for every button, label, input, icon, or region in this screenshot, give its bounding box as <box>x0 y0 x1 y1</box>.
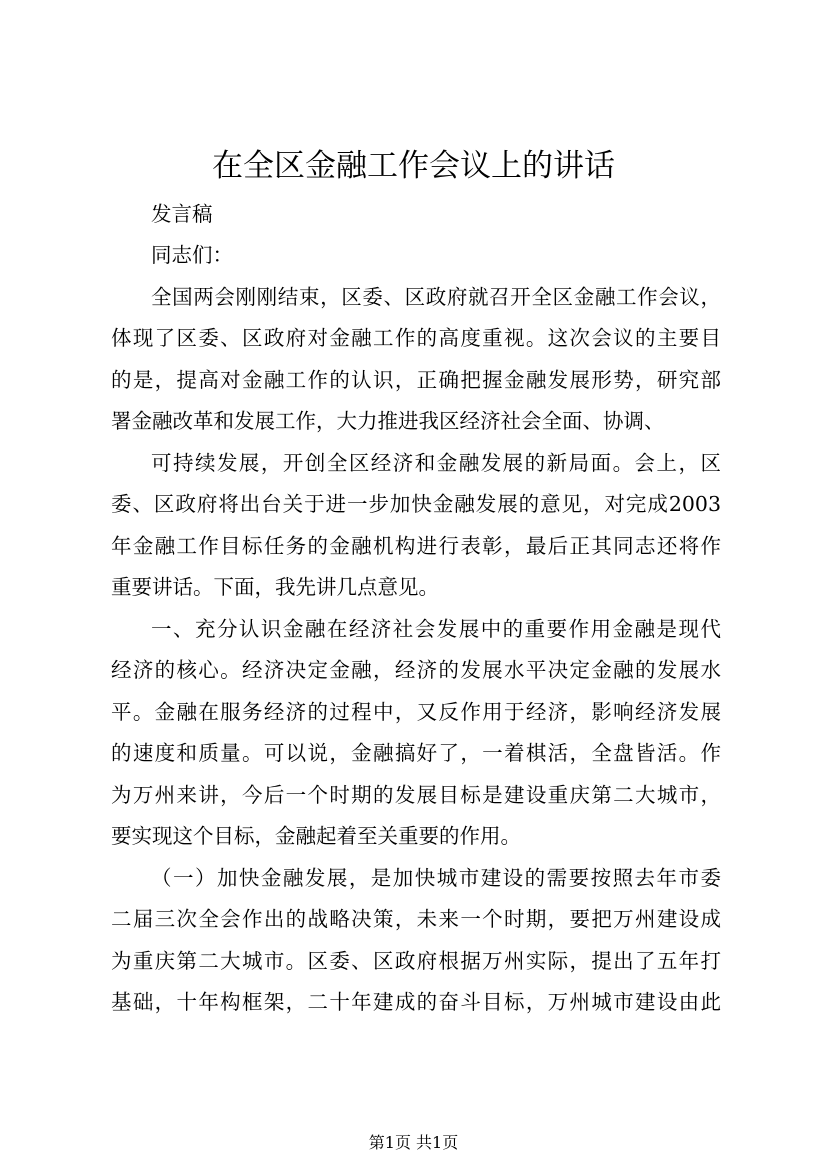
paragraph-line: 为重庆第二大城市。区委、区政府根据万州实际，提出了五年打 <box>111 949 721 973</box>
paragraph-line: 的是，提高对金融工作的认识，正确把握金融发展形势，研究部 <box>111 368 721 392</box>
paragraph-line: 重要讲话。下面，我先讲几点意见。 <box>111 575 439 599</box>
paragraph-line: 一、充分认识金融在经济社会发展中的重要作用金融是现代 <box>151 617 721 641</box>
page-footer: 第1页 共1页 <box>368 1133 459 1152</box>
paragraph-line: 为万州来讲，今后一个时期的发展目标是建设重庆第二大城市， <box>111 783 721 807</box>
paragraph-line: 署金融改革和发展工作，大力推进我区经济社会全面、协调、 <box>111 409 665 433</box>
doc-label: 发言稿 <box>151 202 213 226</box>
paragraph-line: 二届三次全会作出的战略决策，未来一个时期，要把万州建设成 <box>111 907 721 931</box>
paragraph-line: 平。金融在服务经济的过程中，又反作用于经济，影响经济发展 <box>111 700 721 724</box>
paragraph-line: 体现了区委、区政府对金融工作的高度重视。这次会议的主要目 <box>111 326 721 350</box>
paragraph-line: 基础，十年构框架，二十年建成的奋斗目标，万州城市建设由此 <box>111 990 721 1014</box>
salutation: 同志们： <box>151 243 233 267</box>
paragraph-line: 委、区政府将出台关于进一步加快金融发展的意见，对完成2003 <box>111 492 721 516</box>
paragraph-line: 可持续发展，开创全区经济和金融发展的新局面。会上，区 <box>151 451 721 475</box>
paragraph-line: 的速度和质量。可以说，金融搞好了，一着棋活，全盘皆活。作 <box>111 741 721 765</box>
paragraph-line: 年金融工作目标任务的金融机构进行表彰，最后正其同志还将作 <box>111 534 721 558</box>
paragraph-line: （一）加快金融发展，是加快城市建设的需要按照去年市委 <box>151 866 721 890</box>
paragraph-line: 全国两会刚刚结束，区委、区政府就召开全区金融工作会议， <box>151 285 721 309</box>
paragraph-line: 经济的核心。经济决定金融，经济的发展水平决定金融的发展水 <box>111 658 721 682</box>
document-title: 在全区金融工作会议上的讲话 <box>212 148 615 184</box>
paragraph-line: 要实现这个目标，金融起着至关重要的作用。 <box>111 824 521 848</box>
